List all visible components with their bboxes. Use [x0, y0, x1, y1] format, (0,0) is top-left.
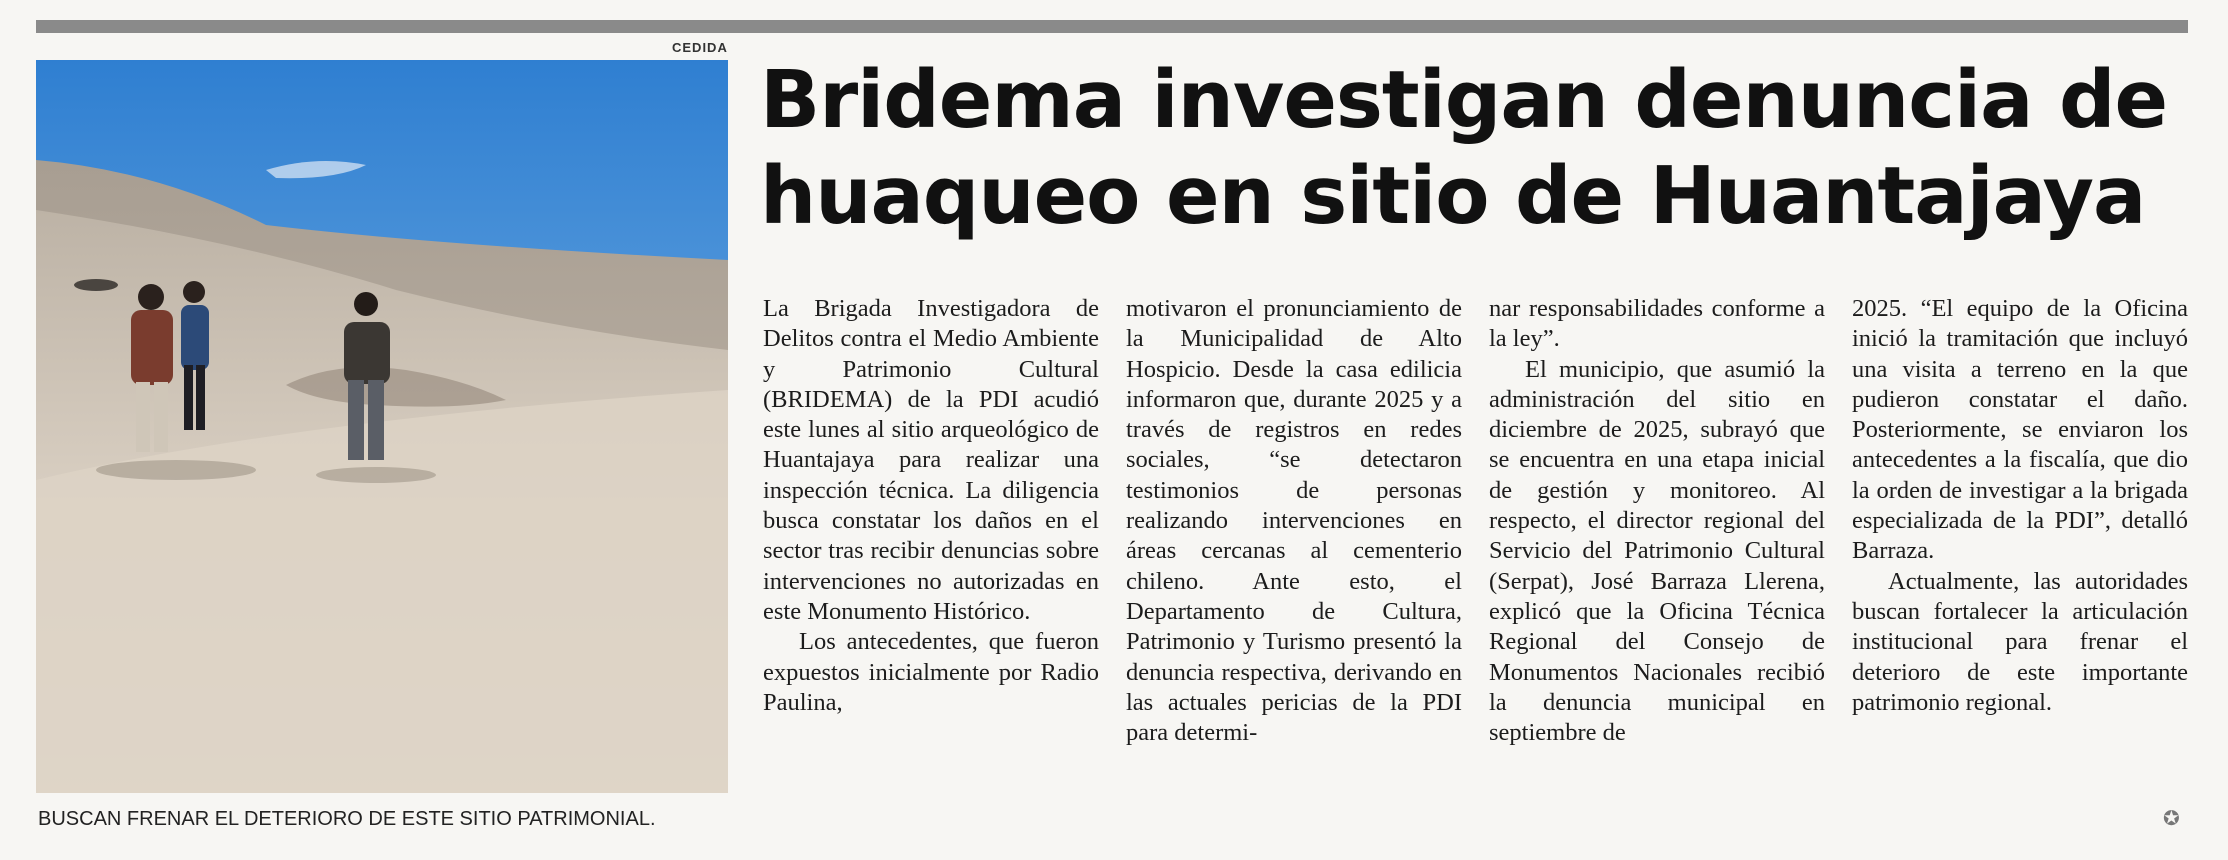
- column-4-paragraph-1: 2025. “El equipo de la Oficina inició la tramitación que incluyó una visita a terreno en la que pudieron constatar el daño. Posteriormente, se enviaron los antecedentes a la fiscalía, que dio la orden de investigar a la brigada especializada de la PDI”, detalló Barraza.: [1852, 295, 2188, 565]
- column-3-paragraph-2: El municipio, que asumió la administración del sitio en diciembre de 2025, subrayó que se encuentra en una etapa inicial de gestión y monitoreo. Al respecto, el director regional del Servicio del Patrimonio Cultural (Serpat), José Barraza Llerena, explicó que la Oficina Técnica Regional del Consejo de Monumentos Nacionales recibió la denuncia municipal en septiembre de: [1489, 355, 1825, 747]
- column-3-paragraph-1: nar responsabilidades conforme a la ley”.: [1489, 295, 1825, 353]
- column-2-paragraph-1: motivaron el pronunciamiento de la Municipalidad de Alto Hospicio. Desde la casa edilicia informaron que, durante 2025 y a través de registros en redes sociales, “se detectaron testimonios de personas realizando intervenciones en áreas cercanas al cementerio chileno. Ante esto, el Departamento de Cultura, Patrimonio y Turismo presentó la denuncia respectiva, derivando en las actuales pericias de la PDI para determi-: [1126, 295, 1462, 747]
- headline: [760, 52, 2190, 244]
- headline-line-2: huaqueo en sitio de Huantajaya: [760, 150, 2146, 242]
- column-1-paragraph-2: Los antecedentes, que fueron expuestos inicialmente por Radio Paulina,: [763, 628, 1099, 716]
- desert-photo-illustration: [36, 60, 728, 793]
- column-1-paragraph-1: La Brigada Investigadora de Delitos contra el Medio Ambiente y Patrimonio Cultural (BRIDEMA) de la PDI acudió este lunes al sitio arqueológico de Huantajaya para realizar una inspección técnica. La diligencia busca constatar los daños en el sector tras recibir denuncias sobre intervenciones no autorizadas en este Monumento Histórico.: [763, 295, 1099, 625]
- article-photo: [36, 60, 728, 793]
- top-rule: [36, 20, 2188, 33]
- headline-line-1: Bridema investigan denuncia de: [760, 54, 2168, 146]
- article-column-4: [1852, 294, 2188, 718]
- article-column-1: [763, 294, 1099, 718]
- photo-credit: CEDIDA: [672, 40, 728, 55]
- article-column-2: [1126, 294, 1462, 748]
- photo-caption: BUSCAN FRENAR EL DETERIORO DE ESTE SITIO PATRIMONIAL.: [38, 808, 656, 830]
- end-mark-icon: ✪: [2163, 806, 2180, 830]
- column-4-paragraph-2: Actualmente, las autoridades buscan fortalecer la articulación institucional para frenar el deterioro de este importante patrimonio regional.: [1852, 567, 2188, 716]
- article-column-3: [1489, 294, 1825, 748]
